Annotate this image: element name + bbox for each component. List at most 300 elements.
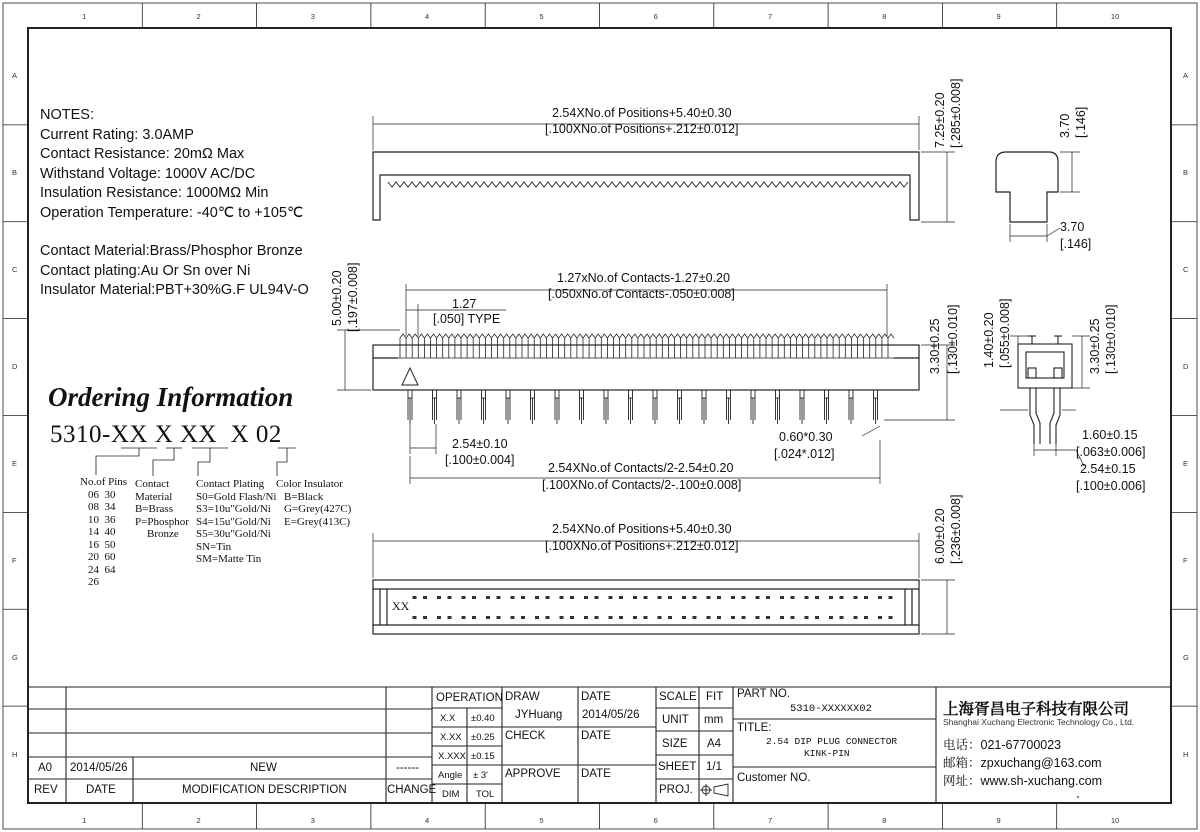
pins-row: 24 64: [88, 563, 116, 576]
hole: [840, 596, 844, 599]
hole: [497, 596, 501, 599]
hole: [668, 616, 672, 619]
pins-row: 16 50: [88, 538, 116, 551]
rev-date-value: 2014/05/26: [70, 762, 128, 774]
hole: [693, 596, 697, 599]
hole: [511, 616, 515, 619]
contact-tooth: [723, 334, 729, 358]
zone-row-label: H: [1183, 749, 1189, 759]
dim-pitch: 1.27: [452, 297, 477, 311]
company-name-cn: 上海胥昌电子科技有限公司: [943, 701, 1130, 718]
dim-side-width-in: [.146]: [1060, 237, 1092, 251]
contact-tooth: [620, 334, 626, 358]
hole: [658, 596, 662, 599]
pin-shoulder: [727, 390, 731, 398]
check-label: CHECK: [505, 730, 546, 742]
hole: [829, 596, 833, 599]
zone-row-label: G: [1183, 652, 1189, 662]
hole: [535, 616, 539, 619]
zone-row-label: H: [12, 749, 18, 759]
contact-tooth: [589, 334, 595, 358]
zone-column-label: 6: [653, 12, 658, 21]
hole: [805, 596, 809, 599]
contact-tooth: [443, 334, 449, 358]
contact-tooth: [424, 334, 430, 358]
color-line: B=Black: [284, 490, 324, 503]
tol-key: X.XX: [440, 732, 462, 743]
hole: [535, 596, 539, 599]
hole: [731, 616, 735, 619]
hole: [840, 616, 844, 619]
contact-tooth: [839, 334, 845, 358]
note-line: Insulation Resistance: 1000MΩ Min: [40, 185, 269, 201]
zone-column-label: 1: [82, 12, 87, 21]
proj-label: PROJ.: [659, 784, 693, 796]
dim-side2-a-in: [.063±0.006]: [1076, 445, 1146, 459]
contact-tooth: [742, 334, 748, 358]
company-name-en: Shanghai Xuchang Electronic Technology Co., Ltd.: [943, 717, 1135, 727]
pins-row: 06 30: [88, 488, 116, 501]
ordering-title: Ordering Information: [48, 382, 294, 412]
operation-label: OPERATION: [436, 692, 503, 704]
tol-label: TOL: [476, 789, 495, 800]
hole: [707, 596, 711, 599]
hole: [546, 616, 550, 619]
dim-top-height-in: [.285±0.008]: [949, 78, 963, 148]
color-title: Color Insulator: [276, 478, 343, 490]
pins-title: No.of Pins: [80, 476, 128, 488]
dim-top-height: 7.25±0.20: [933, 92, 947, 148]
note-line: Contact Resistance: 20mΩ Max: [40, 146, 245, 162]
pin-shoulder: [776, 390, 780, 398]
dim-top-width-in: [.100XNo.of Positions+.212±0.012]: [545, 122, 739, 136]
hole: [854, 596, 858, 599]
contact-tooth: [790, 334, 796, 358]
material-line: Insulator Material:PBT+30%G.F UL94V-O: [40, 282, 309, 298]
contact-tooth: [809, 334, 815, 358]
zone-row-label: A: [12, 71, 18, 81]
contact-tooth: [540, 334, 546, 358]
contact-tooth: [607, 334, 613, 358]
hole: [742, 616, 746, 619]
contact-tooth: [614, 334, 620, 358]
contact-tooth: [449, 334, 455, 358]
zone-column-label: 5: [539, 12, 544, 21]
plating-line: S4=15u"Gold/Ni: [196, 515, 271, 528]
fit-value: FIT: [706, 691, 724, 703]
dim-side-height: 3.70: [1058, 113, 1072, 138]
contact-tooth: [473, 334, 479, 358]
contact-tooth: [595, 334, 601, 358]
ordering-code: [50, 421, 282, 449]
contact-tooth: [632, 334, 638, 358]
zone-row-label: F: [12, 555, 17, 565]
zone-row-label: B: [1183, 168, 1189, 178]
contact-tooth: [864, 334, 870, 358]
code-suffix: 02: [255, 421, 282, 448]
pin-shoulder: [800, 390, 804, 398]
hole: [780, 616, 784, 619]
side-view-top: [996, 152, 1058, 222]
zone-column-label: 2: [196, 816, 201, 825]
contact-tooth: [498, 334, 504, 358]
dim-label: DIM: [442, 789, 460, 800]
zone-column-label: 7: [767, 12, 773, 21]
material-title: Contact: [135, 478, 170, 490]
contact-tooth: [699, 334, 705, 358]
dim-row-pitch: 2.54±0.10: [452, 437, 508, 451]
scale-label: SCALE: [659, 691, 697, 703]
dim-pitch-span: 1.27xNo.of Contacts-1.27±0.20: [557, 271, 730, 285]
contact-tooth: [400, 334, 406, 358]
hole: [511, 596, 515, 599]
hole: [791, 596, 795, 599]
side-view-mid: [1018, 336, 1072, 444]
part-no-value: 5310-XXXXXX02: [790, 703, 872, 715]
pin-shoulder: [531, 390, 535, 398]
contact-tooth: [870, 334, 876, 358]
sheet-value: 1/1: [706, 761, 722, 773]
pin-shoulder: [874, 390, 878, 398]
unit-label: UNIT: [662, 714, 689, 726]
color-line: G=Grey(427C): [284, 503, 352, 515]
size-label: SIZE: [662, 738, 688, 750]
hole: [815, 596, 819, 599]
notes-block: [40, 106, 303, 223]
dim-row-pitch-in: [.100±0.004]: [445, 453, 515, 467]
hole: [864, 616, 868, 619]
plating-line: S0=Gold Flash/Ni: [196, 490, 277, 503]
contact-tooth: [736, 334, 742, 358]
hole: [570, 616, 574, 619]
dim-body-height-in: [.130±0.010]: [946, 304, 960, 374]
contact-tooth: [748, 334, 754, 358]
dim-bottom-width: 2.54XNo.of Positions+5.40±0.30: [552, 522, 732, 536]
pins-row: 14 40: [88, 526, 116, 538]
contact-tooth: [717, 334, 723, 358]
check-date-label: DATE: [581, 730, 611, 742]
zone-row-label: D: [1183, 362, 1189, 372]
hole: [437, 596, 441, 599]
contact-tooth: [778, 334, 784, 358]
size-value: A4: [707, 738, 722, 750]
pin-shoulder: [678, 390, 682, 398]
contact-tooth: [858, 334, 864, 358]
zone-row-label: B: [12, 168, 18, 178]
contact-tooth: [827, 334, 833, 358]
hole: [815, 616, 819, 619]
contact-tooth: [784, 334, 790, 358]
note-line: Operation Temperature: -40℃ to +105℃: [40, 204, 304, 221]
zone-column-label: 2: [196, 12, 201, 21]
draw-label: DRAW: [505, 691, 540, 703]
contact-tooth: [534, 334, 540, 358]
contact-tooth: [656, 334, 662, 358]
hole: [707, 616, 711, 619]
pin-shoulder: [751, 390, 755, 398]
dim-pitch-type: [.050] TYPE: [433, 312, 501, 326]
pins-row: 08 34: [88, 501, 116, 513]
zone-row-label: E: [12, 458, 18, 468]
zone-row-label: C: [12, 265, 18, 275]
dim-side2-top: 1.40±0.20: [982, 312, 996, 368]
plating-line: S5=30u"Gold/Ni: [196, 528, 271, 540]
contact-tooth: [851, 334, 857, 358]
contact-tooth: [412, 334, 418, 358]
zone-row-label: D: [12, 362, 18, 372]
zone-row-label: C: [1183, 265, 1189, 275]
hole: [595, 616, 599, 619]
hole: [878, 596, 882, 599]
hole: [437, 616, 441, 619]
material-line: Bronze: [147, 528, 179, 540]
pin-shoulder: [825, 390, 829, 398]
plating-line: SM=Matte Tin: [196, 553, 262, 565]
contact-tooth: [845, 334, 851, 358]
contact-tooth: [437, 334, 443, 358]
dim-side-height-in: [.146]: [1074, 106, 1088, 138]
pin-shoulder: [604, 390, 608, 398]
unit-value: mm: [704, 714, 724, 726]
contact-tooth: [565, 334, 571, 358]
hole: [717, 596, 721, 599]
company-phone: 电话：021-67700023: [943, 738, 1062, 752]
zone-column-label: 8: [882, 816, 887, 825]
zone-column-label: 7: [767, 816, 773, 825]
hole: [644, 596, 648, 599]
contact-tooth: [693, 334, 699, 358]
zone-column-label: 1: [82, 816, 87, 825]
dim-side2-a: 1.60±0.15: [1082, 428, 1138, 442]
hole: [609, 596, 613, 599]
drawer-name: JYHuang: [515, 709, 563, 721]
dim-pin-size: 0.60*0.30: [779, 430, 833, 444]
contact-tooth: [553, 334, 559, 358]
zone-column-label: 8: [882, 12, 887, 21]
pin-shoulder: [482, 390, 486, 398]
material-options: [135, 478, 189, 541]
title-line-2: KINK-PIN: [804, 748, 850, 759]
pins-row: 20 60: [88, 551, 116, 563]
contact-tooth: [772, 334, 778, 358]
title-label: TITLE:: [737, 722, 772, 734]
hole: [595, 596, 599, 599]
tol-value: ±0.15: [471, 751, 495, 762]
pins-options: [80, 476, 127, 589]
contact-tooth: [876, 334, 882, 358]
customer-no-label: Customer NO.: [737, 772, 811, 784]
hole: [619, 616, 623, 619]
note-line: Withstand Voltage: 1000V AC/DC: [40, 165, 256, 182]
code-prefix: 5310-: [50, 421, 111, 448]
hole: [560, 616, 564, 619]
hole: [780, 596, 784, 599]
hole: [584, 616, 588, 619]
hole: [546, 596, 550, 599]
hole: [413, 596, 417, 599]
material-line: Contact plating:Au Or Sn over Ni: [40, 262, 251, 279]
tol-key: X.XXX: [438, 751, 466, 762]
zone-column-label: 6: [653, 816, 658, 825]
pin-shoulder: [702, 390, 706, 398]
plating-title: Contact Plating: [196, 478, 265, 490]
contact-tooth: [687, 334, 693, 358]
tol-value: ± 3': [473, 770, 488, 781]
pin-shoulder: [849, 390, 853, 398]
pin-shoulder: [580, 390, 584, 398]
hole: [497, 616, 501, 619]
company-web: 网址：www.sh-xuchang.com: [943, 774, 1103, 788]
material-line: P=Phosphor: [135, 515, 189, 528]
hole: [791, 616, 795, 619]
zone-column-label: 4: [425, 816, 430, 825]
company-email: 邮箱：zpxuchang@163.com: [943, 756, 1102, 770]
header-date: DATE: [86, 784, 116, 796]
contact-tooth: [882, 334, 888, 358]
contact-tooth: [406, 334, 412, 358]
pin-shoulder: [457, 390, 461, 398]
rev-value: A0: [38, 762, 53, 774]
contact-tooth: [626, 334, 632, 358]
hole: [682, 596, 686, 599]
contact-tooth: [754, 334, 760, 358]
bottom-mark: XX: [392, 599, 410, 613]
header-change: CHANGE: [387, 784, 437, 796]
pin-shoulder: [629, 390, 633, 398]
contact-tooth: [522, 334, 528, 358]
dim-front-height-in: [.197±0.008]: [346, 262, 360, 332]
zone-column-label: 9: [996, 12, 1001, 21]
hole: [766, 616, 770, 619]
dim-pin-span: 2.54XNo.of Contacts/2-2.54±0.20: [548, 461, 734, 475]
ordering-leaders: [96, 448, 296, 476]
contact-tooth: [766, 334, 772, 358]
contact-tooth: [803, 334, 809, 358]
hole: [584, 596, 588, 599]
contact-tooth: [546, 334, 552, 358]
code-seg-material: X: [154, 421, 174, 448]
dim-bottom-height: 6.00±0.20: [933, 508, 947, 564]
hole: [889, 596, 893, 599]
material-line: Contact Material:Brass/Phosphor Bronze: [40, 243, 303, 259]
zone-column-label: 5: [539, 816, 544, 825]
contact-tooth: [461, 334, 467, 358]
code-seg-color: X: [230, 421, 250, 448]
contact-tooth: [510, 334, 516, 358]
hole: [756, 596, 760, 599]
hole: [864, 596, 868, 599]
hole: [889, 616, 893, 619]
contact-tooth: [638, 334, 644, 358]
hole: [462, 596, 466, 599]
zone-column-label: 9: [996, 816, 1001, 825]
pin-shoulder: [433, 390, 437, 398]
hole: [448, 616, 452, 619]
dim-top-width: 2.54XNo.of Positions+5.40±0.30: [552, 106, 732, 120]
note-line: Current Rating: 3.0AMP: [40, 126, 194, 143]
projection-symbol-icon: [700, 784, 728, 796]
contact-tooth: [729, 334, 735, 358]
plating-options: [196, 478, 276, 566]
tol-key: X.X: [440, 713, 456, 724]
pins-row: 10 36: [88, 513, 116, 526]
hole: [878, 616, 882, 619]
hole: [731, 596, 735, 599]
zone-row-label: G: [12, 652, 18, 662]
dim-side2-height: 3.30±0.25: [1088, 318, 1102, 374]
contact-tooth: [650, 334, 656, 358]
hole: [742, 596, 746, 599]
hole: [462, 616, 466, 619]
code-seg-pins: XX: [110, 421, 148, 448]
dim-side2-height-in: [.130±0.010]: [1104, 304, 1118, 374]
dim-bottom-height-in: [.236±0.008]: [949, 494, 963, 564]
contact-tooth: [760, 334, 766, 358]
contact-tooth: [711, 334, 717, 358]
contact-tooth: [644, 334, 650, 358]
front-view: [373, 334, 919, 424]
hole: [619, 596, 623, 599]
tol-value: ±0.25: [471, 732, 495, 743]
contact-tooth: [815, 334, 821, 358]
contact-tooth: [559, 334, 565, 358]
hole: [521, 596, 525, 599]
dim-side2-b: 2.54±0.15: [1080, 462, 1136, 476]
hole: [682, 616, 686, 619]
color-line: E=Grey(413C): [284, 515, 351, 528]
top-view: [373, 152, 919, 220]
hole: [448, 596, 452, 599]
contact-tooth: [668, 334, 674, 358]
title-line-1: 2.54 DIP PLUG CONNECTOR: [766, 736, 898, 747]
pins-row: 26: [88, 576, 99, 588]
hole: [609, 616, 613, 619]
contact-tooth: [455, 334, 461, 358]
contact-tooth: [888, 334, 894, 358]
hole: [756, 616, 760, 619]
dim-side2-top-in: [.055±0.008]: [998, 298, 1012, 368]
code-seg-plating: XX: [180, 421, 218, 448]
zone-column-label: 3: [310, 12, 315, 21]
header-description: MODIFICATION DESCRIPTION: [182, 784, 347, 796]
contact-tooth: [833, 334, 839, 358]
dim-front-height: 5.00±0.20: [330, 270, 344, 326]
contact-tooth: [675, 334, 681, 358]
hole: [633, 596, 637, 599]
contact-tooth: [797, 334, 803, 358]
rev-change-value: ------: [396, 762, 419, 774]
hole: [486, 616, 490, 619]
part-no-label: PART NO.: [737, 688, 791, 700]
hole: [717, 616, 721, 619]
contact-tooth: [821, 334, 827, 358]
plating-line: S3=10u"Gold/Ni: [196, 503, 271, 515]
tol-value: ±0.40: [471, 713, 495, 724]
hole: [668, 596, 672, 599]
zone-column-label: 10: [1110, 12, 1120, 21]
hole: [423, 616, 427, 619]
material-line: B=Brass: [135, 503, 173, 515]
zone-column-label: 4: [425, 12, 430, 21]
approve-date-label: DATE: [581, 768, 611, 780]
zone-column-label: 3: [310, 816, 315, 825]
zone-column-label: 10: [1110, 816, 1120, 825]
contact-tooth: [485, 334, 491, 358]
contact-tooth: [662, 334, 668, 358]
hole: [521, 616, 525, 619]
contact-tooth: [583, 334, 589, 358]
plating-line: SN=Tin: [196, 540, 232, 553]
